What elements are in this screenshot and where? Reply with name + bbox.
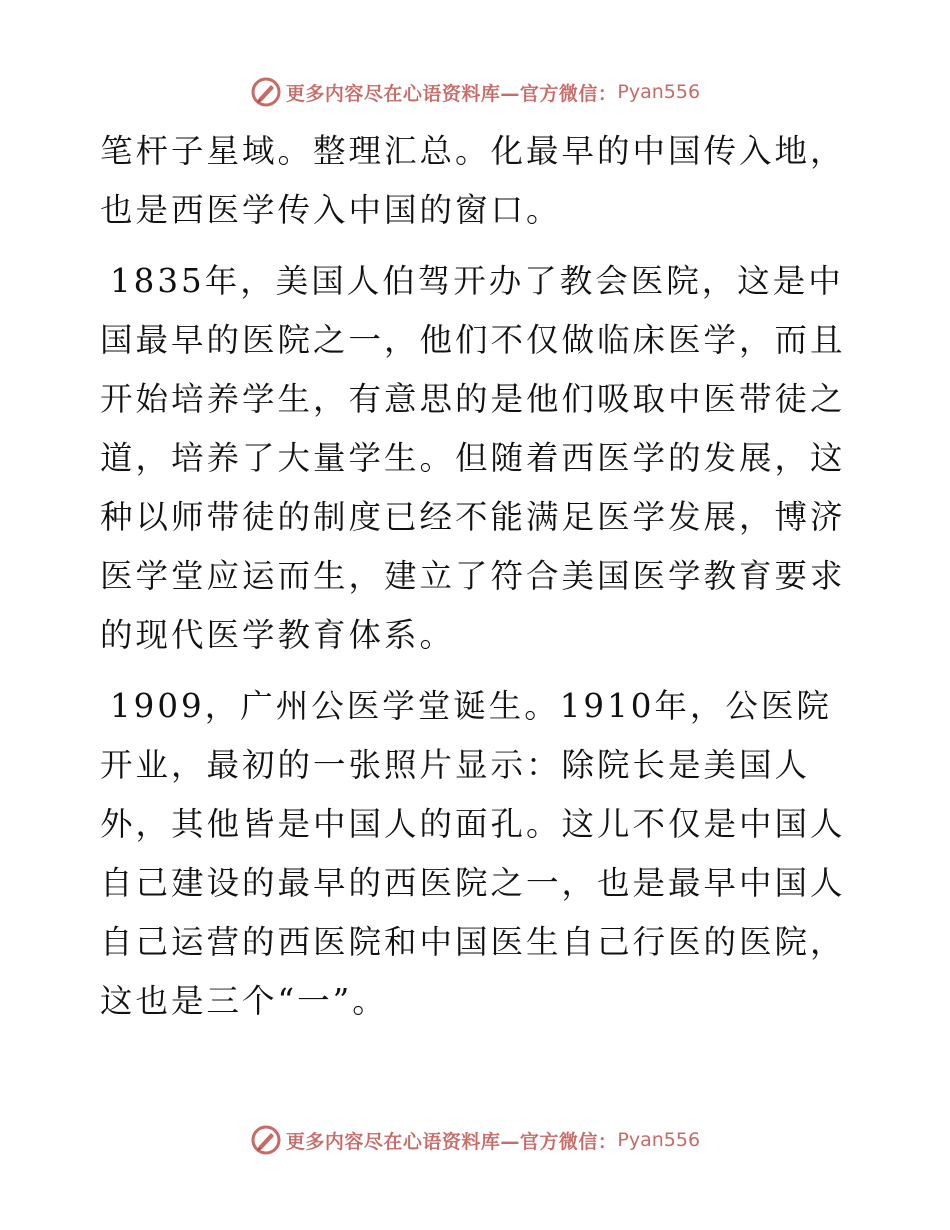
paragraph-1: 笔杆子星域。整理汇总。化最早的中国传入地，也是西医学传入中国的窗口。	[100, 132, 846, 229]
header-banner-text: 更多内容尽在心语资料库—官方微信：	[285, 82, 618, 105]
paragraph-2-text: 1835年，美国人伯驾开办了教会医院，这是中国最早的医院之一，他们不仅做临床医学，而且开始培养学生，有意思的是他们吸取中医带徒之道，培养了大量学生。但随着西医学的发展，这种以师带徒的制度已经不能满足医学发展，博济医学堂应运而生，建立了符合美国医学教育要求的现代医学教育体系。	[100, 262, 846, 654]
footer-banner-contact: Pyan556	[617, 1129, 701, 1151]
paragraph-3	[100, 677, 848, 1031]
footer-banner-text: 更多内容尽在心语资料库—官方微信：	[285, 1130, 618, 1153]
header-watermark-banner	[0, 72, 950, 112]
header-banner-contact: Pyan556	[617, 81, 701, 103]
paragraph-2	[100, 252, 848, 665]
pen-circle-logo-icon	[250, 76, 282, 108]
pen-circle-logo-icon	[250, 1124, 282, 1156]
document-body	[100, 122, 848, 1043]
footer-watermark-banner	[0, 1120, 950, 1160]
paragraph-3-text: 1909，广州公医学堂诞生。1910年，公医院开业，最初的一张照片显示：除院长是美国人外，其他皆是中国人的面孔。这儿不仅是中国人自己建设的最早的西医院之一，也是最早中国人自己运营的西医院和中国医生自己行医的医院，这也是三个“一”。	[100, 687, 846, 1020]
